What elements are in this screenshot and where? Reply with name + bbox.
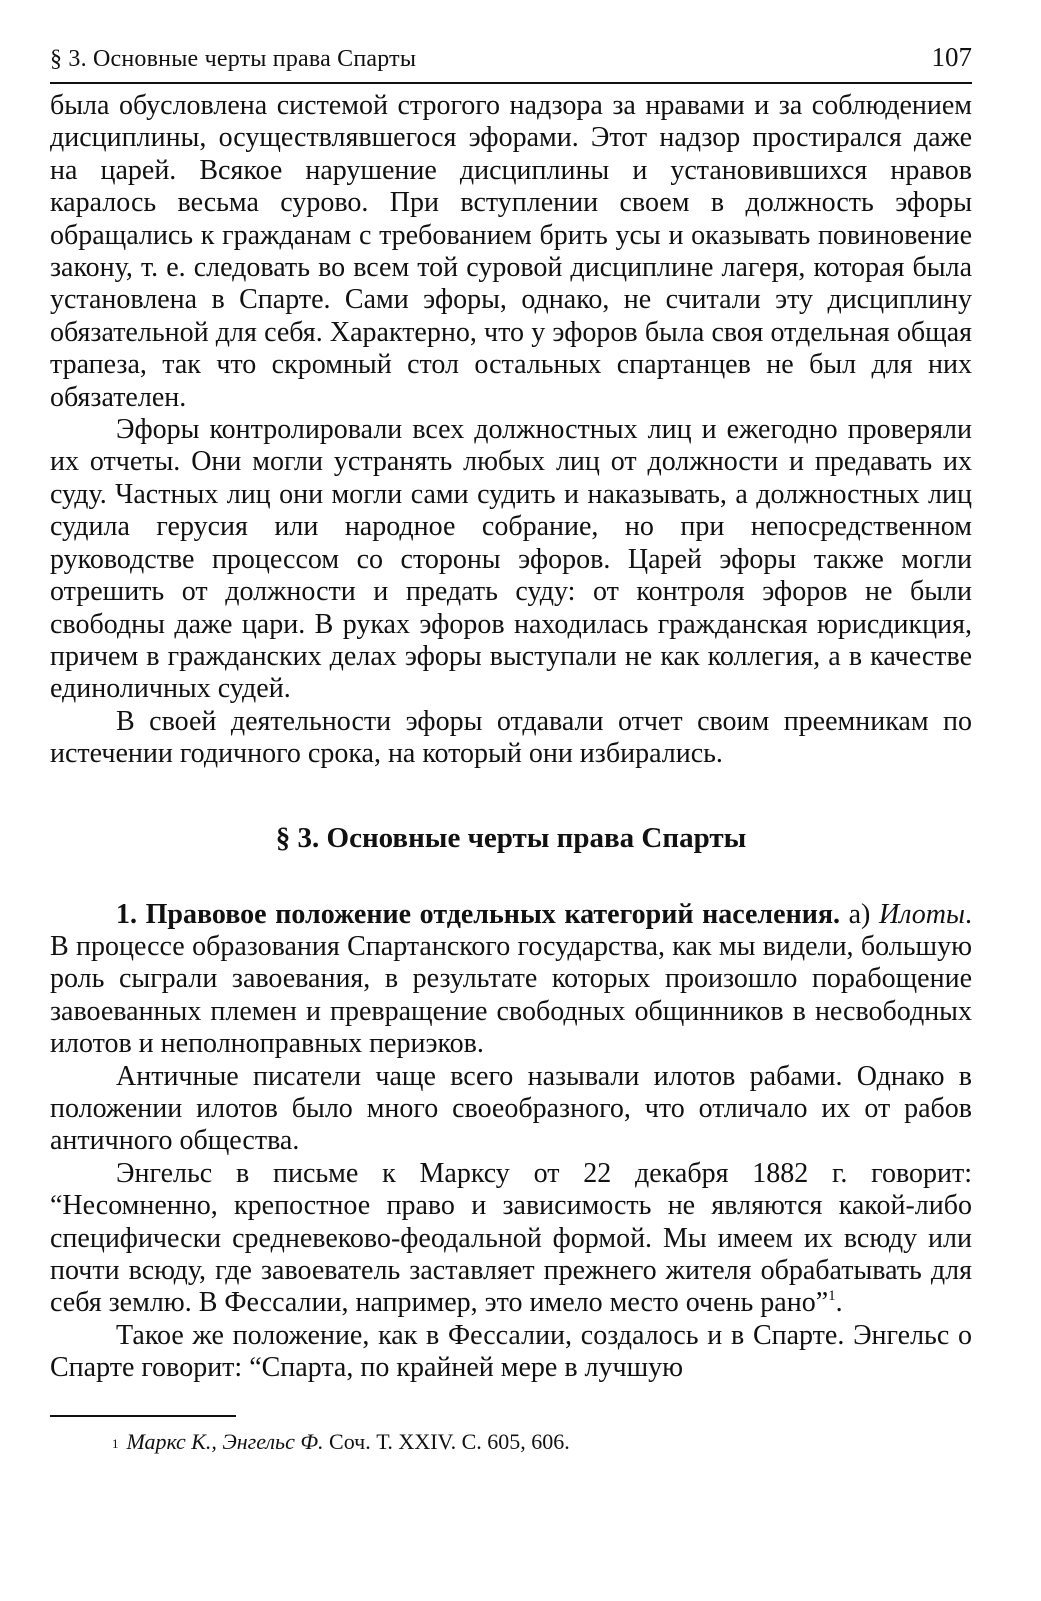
paragraph: Античные писатели чаще всего называли илотов рабами. Однако в положении илотов было много своеобразного, что отличало их от рабов античного общества. — [50, 1060, 972, 1157]
paragraph: была обусловлена системой строгого надзора за нравами и за соблюдением дисциплины, осуществлявшегося эфорами. Этот надзор простирался даже на царей. Всякое нарушение дисциплины и установившихся нравов каралось весьма сурово. При вступлении своем в должность эфоры обращались к гражданам с требованием брить усы и оказывать повиновение закону, т. е. следовать во всем той суровой дисциплине лагеря, которая была установлена в Спарте. Сами эфоры, однако, не считали эту дисциплину обязательной для себя. Характерно, что у эфоров была своя отдельная общая трапеза, так что скромный стол остальных спартанцев не был для них обязателен. — [50, 90, 972, 413]
running-title: § 3. Основные черты права Спарты — [50, 46, 417, 72]
paragraph: В своей деятельности эфоры отдавали отчет своим преемникам по истечении годичного срока, на который они избирались. — [50, 705, 972, 770]
subsection-paragraph — [50, 899, 972, 1061]
list-marker: а) — [839, 898, 880, 930]
footnote — [50, 1427, 972, 1457]
quote-end: . — [835, 1287, 843, 1319]
subsection-text: . В процессе образования Спартанского государства, как мы видели, большую роль сыграли завоевания, в результате которых произошло порабощение завоеванных племен и превращение свободных общинников в несвободных илотов и неполноправных периэков. — [50, 898, 972, 1060]
book-page — [50, 40, 972, 1457]
paragraph-with-quote — [50, 1158, 972, 1320]
page-number: 107 — [931, 42, 972, 72]
paragraph: Эфоры контролировали всех должностных лиц и ежегодно проверяли их отчеты. Они могли устранять любых лиц от должности и предавать их суду. Частных лиц они могли сами судить и наказывать, а должностных лиц судила герусия или народное собрание, но при непосредственном руководстве процессом со стороны эфоров. Царей эфоры также могли отрешить от должности и предать суду: от контроля эфоров не были свободны даже цари. В руках эфоров находилась гражданская юрисдикция, причем в гражданских делах эфоры выступали не как коллегия, а в качестве единоличных судей. — [50, 414, 972, 705]
page-body — [50, 90, 972, 1385]
footnote-authors: Маркс К., Энгельс Ф. — [126, 1428, 324, 1454]
running-header — [50, 40, 972, 84]
term-italic: Илоты — [879, 898, 965, 930]
footnote-number: 1 — [112, 1435, 119, 1451]
subsection-lead: 1. Правовое положение отдельных категорий населения. — [116, 898, 840, 930]
footnote-reference[interactable]: 1 — [828, 1288, 836, 1305]
section-heading: § 3. Основные черты права Спарты — [275, 821, 747, 854]
footnote-citation: Соч. Т. XXIV. С. 605, 606. — [323, 1428, 570, 1454]
paragraph: Такое же положение, как в Фессалии, создалось и в Спарте. Энгельс о Спарте говорит: “Спарта, по крайней мере в лучшую — [50, 1319, 972, 1384]
footnote-divider — [50, 1415, 236, 1417]
quote-text: Энгельс в письме к Марксу от 22 декабря 1882 г. говорит: “Несомненно, крепостное право и зависимость не являются какой-либо специфически средневеково-феодальной формой. Мы имеем их всюду или почти всюду, где завоеватель заставляет прежнего жителя обрабатывать для себя землю. В Фессалии, например, это имело место очень рано” — [50, 1157, 972, 1319]
